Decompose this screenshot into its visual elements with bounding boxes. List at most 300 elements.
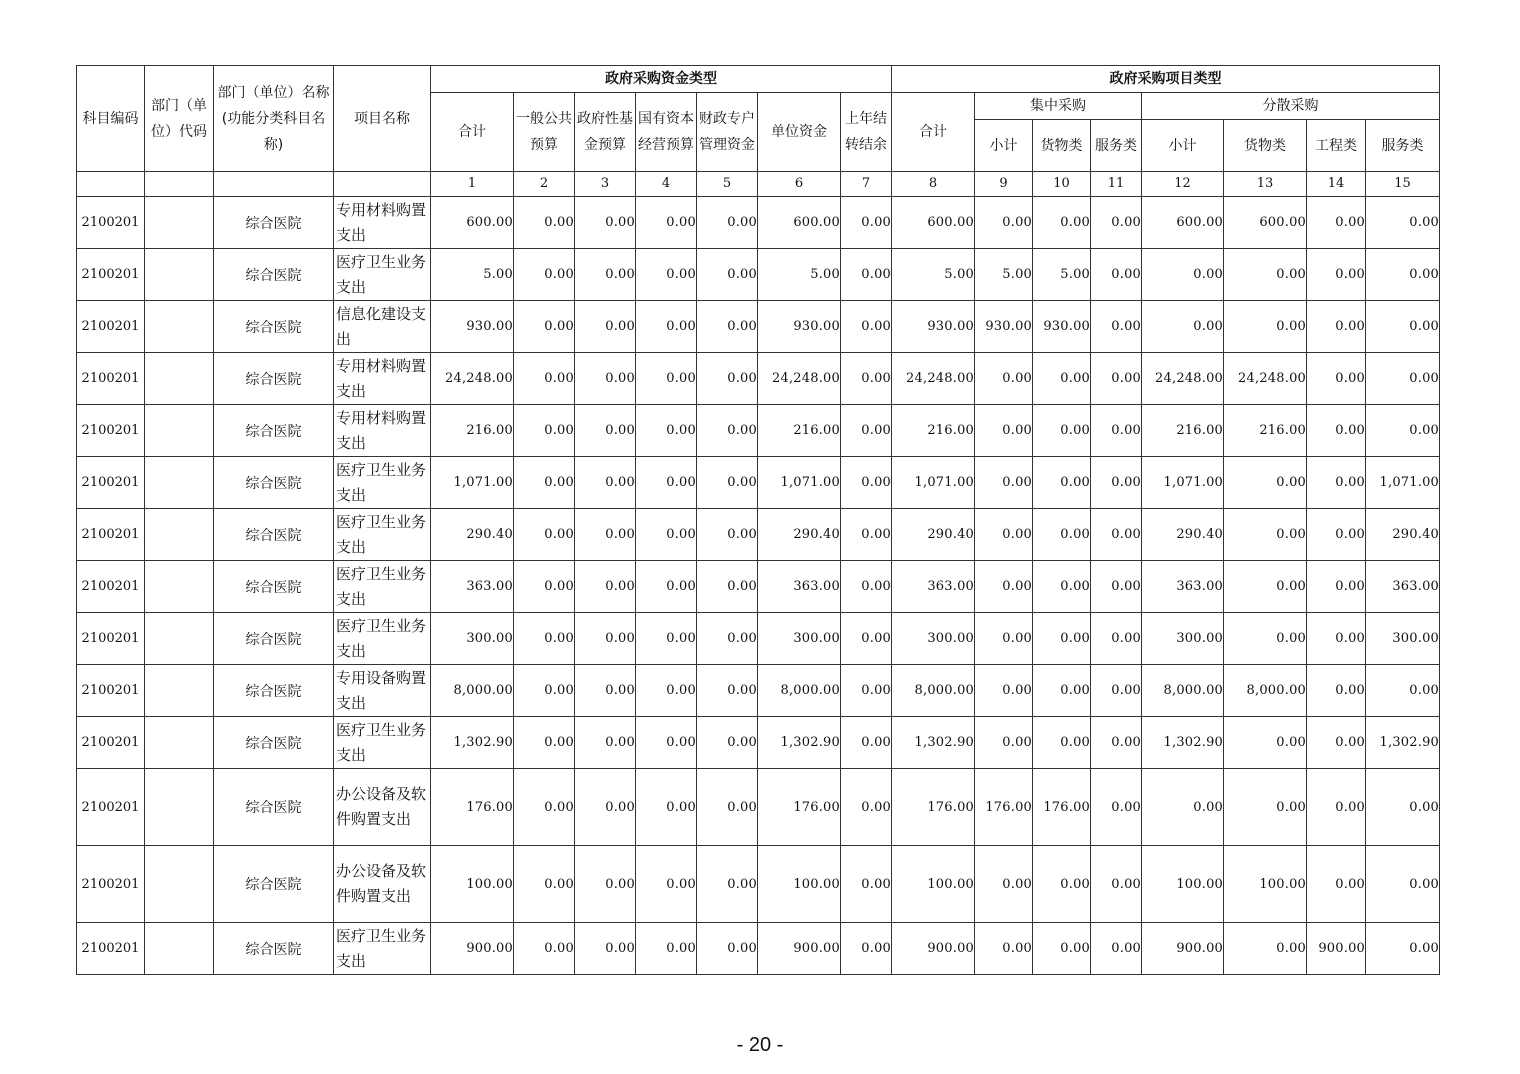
amount-cell: 290.40 — [431, 509, 514, 561]
amount-cell: 0.00 — [514, 561, 575, 613]
dept-name-cell: 综合医院 — [214, 846, 334, 923]
amount-cell: 0.00 — [1033, 353, 1091, 405]
subject-code-cell: 2100201 — [77, 665, 145, 717]
amount-cell: 0.00 — [1091, 509, 1142, 561]
amount-cell: 0.00 — [1307, 249, 1366, 301]
column-number: 7 — [841, 172, 892, 197]
amount-cell: 0.00 — [841, 249, 892, 301]
header-subject-code: 科目编码 — [77, 66, 145, 172]
header-central-goods: 货物类 — [1033, 120, 1091, 172]
amount-cell: 0.00 — [1033, 561, 1091, 613]
amount-cell: 0.00 — [1307, 613, 1366, 665]
amount-cell: 0.00 — [697, 769, 758, 846]
amount-cell: 0.00 — [1091, 457, 1142, 509]
project-name-cell: 专用材料购置支出 — [334, 353, 431, 405]
dept-code-cell — [145, 923, 214, 975]
amount-cell: 300.00 — [1366, 613, 1440, 665]
amount-cell: 0.00 — [575, 249, 636, 301]
header-dept-name: 部门（单位）名称(功能分类科目名称) — [214, 66, 334, 172]
subject-code-cell: 2100201 — [77, 405, 145, 457]
dept-name-cell: 综合医院 — [214, 457, 334, 509]
table-row — [77, 301, 1440, 353]
header-state-capital-budget: 国有资本经营预算 — [636, 93, 697, 172]
dept-name-cell: 综合医院 — [214, 249, 334, 301]
amount-cell: 1,071.00 — [1366, 457, 1440, 509]
amount-cell: 0.00 — [1033, 846, 1091, 923]
dept-code-cell — [145, 301, 214, 353]
amount-cell: 0.00 — [1142, 769, 1224, 846]
project-name-cell: 医疗卫生业务支出 — [334, 561, 431, 613]
dept-code-cell — [145, 846, 214, 923]
table-row — [77, 249, 1440, 301]
table-row — [77, 613, 1440, 665]
amount-cell: 1,071.00 — [431, 457, 514, 509]
project-name-cell: 专用材料购置支出 — [334, 197, 431, 249]
amount-cell: 600.00 — [892, 197, 975, 249]
amount-cell: 216.00 — [1224, 405, 1307, 457]
amount-cell: 0.00 — [1224, 509, 1307, 561]
amount-cell: 0.00 — [841, 301, 892, 353]
amount-cell: 0.00 — [975, 717, 1033, 769]
amount-cell: 0.00 — [636, 769, 697, 846]
procurement-table — [76, 65, 1440, 975]
amount-cell: 0.00 — [1366, 846, 1440, 923]
amount-cell: 176.00 — [975, 769, 1033, 846]
amount-cell: 0.00 — [1307, 846, 1366, 923]
amount-cell: 0.00 — [514, 353, 575, 405]
column-number: 1 — [431, 172, 514, 197]
subject-code-cell: 2100201 — [77, 846, 145, 923]
amount-cell: 0.00 — [1091, 301, 1142, 353]
dept-code-cell — [145, 457, 214, 509]
amount-cell: 0.00 — [636, 846, 697, 923]
header-total-2: 合计 — [892, 93, 975, 172]
amount-cell: 0.00 — [841, 353, 892, 405]
amount-cell: 100.00 — [1142, 846, 1224, 923]
amount-cell: 930.00 — [431, 301, 514, 353]
amount-cell: 0.00 — [975, 665, 1033, 717]
amount-cell: 0.00 — [636, 197, 697, 249]
amount-cell: 0.00 — [575, 353, 636, 405]
amount-cell: 5.00 — [975, 249, 1033, 301]
amount-cell: 0.00 — [636, 665, 697, 717]
amount-cell: 0.00 — [575, 769, 636, 846]
column-number: 14 — [1307, 172, 1366, 197]
amount-cell: 300.00 — [892, 613, 975, 665]
amount-cell: 0.00 — [1091, 353, 1142, 405]
header-scattered-service: 服务类 — [1366, 120, 1440, 172]
amount-cell: 930.00 — [1033, 301, 1091, 353]
amount-cell: 0.00 — [975, 509, 1033, 561]
amount-cell: 0.00 — [575, 561, 636, 613]
amount-cell: 0.00 — [975, 846, 1033, 923]
amount-cell: 0.00 — [1224, 561, 1307, 613]
amount-cell: 930.00 — [975, 301, 1033, 353]
table-row — [77, 717, 1440, 769]
amount-cell: 600.00 — [758, 197, 841, 249]
project-name-cell: 医疗卫生业务支出 — [334, 613, 431, 665]
table-row — [77, 457, 1440, 509]
amount-cell: 0.00 — [975, 561, 1033, 613]
amount-cell: 363.00 — [1366, 561, 1440, 613]
table-row — [77, 561, 1440, 613]
table-row — [77, 405, 1440, 457]
header-carryover: 上年结转结余 — [841, 93, 892, 172]
amount-cell: 0.00 — [1366, 769, 1440, 846]
amount-cell: 0.00 — [697, 197, 758, 249]
amount-cell: 0.00 — [575, 509, 636, 561]
amount-cell: 1,071.00 — [1142, 457, 1224, 509]
amount-cell: 0.00 — [975, 353, 1033, 405]
amount-cell: 900.00 — [892, 923, 975, 975]
amount-cell: 0.00 — [697, 846, 758, 923]
dept-code-cell — [145, 769, 214, 846]
amount-cell: 300.00 — [431, 613, 514, 665]
column-number: 6 — [758, 172, 841, 197]
project-name-cell: 专用设备购置支出 — [334, 665, 431, 717]
header-scattered-engineering: 工程类 — [1307, 120, 1366, 172]
amount-cell: 0.00 — [841, 197, 892, 249]
table-row — [77, 769, 1440, 846]
amount-cell: 100.00 — [1224, 846, 1307, 923]
subject-code-cell: 2100201 — [77, 301, 145, 353]
amount-cell: 0.00 — [636, 353, 697, 405]
dept-name-cell: 综合医院 — [214, 717, 334, 769]
amount-cell: 0.00 — [841, 769, 892, 846]
amount-cell: 0.00 — [1091, 197, 1142, 249]
blank-cell — [145, 172, 214, 197]
amount-cell: 930.00 — [892, 301, 975, 353]
column-number-row — [77, 172, 1440, 197]
amount-cell: 290.40 — [1142, 509, 1224, 561]
amount-cell: 216.00 — [1142, 405, 1224, 457]
dept-name-cell: 综合医院 — [214, 561, 334, 613]
amount-cell: 0.00 — [1224, 717, 1307, 769]
amount-cell: 24,248.00 — [892, 353, 975, 405]
amount-cell: 0.00 — [697, 249, 758, 301]
subject-code-cell: 2100201 — [77, 561, 145, 613]
amount-cell: 0.00 — [1366, 405, 1440, 457]
amount-cell: 0.00 — [1033, 717, 1091, 769]
amount-cell: 176.00 — [892, 769, 975, 846]
header-scattered-procurement: 分散采购 — [1142, 93, 1440, 120]
amount-cell: 0.00 — [841, 457, 892, 509]
dept-name-cell: 综合医院 — [214, 405, 334, 457]
amount-cell: 100.00 — [892, 846, 975, 923]
amount-cell: 0.00 — [575, 405, 636, 457]
column-number: 15 — [1366, 172, 1440, 197]
amount-cell: 0.00 — [1142, 301, 1224, 353]
amount-cell: 0.00 — [514, 717, 575, 769]
amount-cell: 0.00 — [1307, 509, 1366, 561]
amount-cell: 0.00 — [514, 846, 575, 923]
subject-code-cell: 2100201 — [77, 509, 145, 561]
amount-cell: 0.00 — [1307, 665, 1366, 717]
dept-code-cell — [145, 249, 214, 301]
amount-cell: 1,302.90 — [758, 717, 841, 769]
amount-cell: 0.00 — [841, 846, 892, 923]
amount-cell: 24,248.00 — [758, 353, 841, 405]
amount-cell: 24,248.00 — [1142, 353, 1224, 405]
dept-name-cell: 综合医院 — [214, 301, 334, 353]
subject-code-cell: 2100201 — [77, 457, 145, 509]
amount-cell: 300.00 — [1142, 613, 1224, 665]
column-number: 3 — [575, 172, 636, 197]
amount-cell: 5.00 — [431, 249, 514, 301]
amount-cell: 0.00 — [1307, 457, 1366, 509]
amount-cell: 0.00 — [1224, 249, 1307, 301]
amount-cell: 0.00 — [697, 665, 758, 717]
dept-name-cell: 综合医院 — [214, 665, 334, 717]
amount-cell: 900.00 — [431, 923, 514, 975]
amount-cell: 930.00 — [758, 301, 841, 353]
amount-cell: 0.00 — [1091, 846, 1142, 923]
amount-cell: 0.00 — [636, 301, 697, 353]
column-number: 12 — [1142, 172, 1224, 197]
amount-cell: 0.00 — [1033, 509, 1091, 561]
project-name-cell: 医疗卫生业务支出 — [334, 717, 431, 769]
amount-cell: 0.00 — [1091, 405, 1142, 457]
page-number: - 20 - — [736, 1034, 784, 1056]
amount-cell: 1,071.00 — [892, 457, 975, 509]
amount-cell: 0.00 — [1142, 249, 1224, 301]
amount-cell: 600.00 — [1224, 197, 1307, 249]
amount-cell: 8,000.00 — [1224, 665, 1307, 717]
header-dept-code: 部门（单位）代码 — [145, 66, 214, 172]
header-fund-type-group: 政府采购资金类型 — [431, 66, 892, 93]
table-row — [77, 846, 1440, 923]
amount-cell: 0.00 — [514, 301, 575, 353]
amount-cell: 5.00 — [892, 249, 975, 301]
column-number: 11 — [1091, 172, 1142, 197]
amount-cell: 0.00 — [1307, 561, 1366, 613]
amount-cell: 0.00 — [841, 509, 892, 561]
header-central-service: 服务类 — [1091, 120, 1142, 172]
table-row — [77, 353, 1440, 405]
amount-cell: 100.00 — [431, 846, 514, 923]
amount-cell: 0.00 — [514, 923, 575, 975]
amount-cell: 1,071.00 — [758, 457, 841, 509]
amount-cell: 8,000.00 — [758, 665, 841, 717]
amount-cell: 0.00 — [514, 613, 575, 665]
blank-cell — [214, 172, 334, 197]
header-fiscal-account-fund: 财政专户管理资金 — [697, 93, 758, 172]
amount-cell: 0.00 — [1366, 665, 1440, 717]
amount-cell: 300.00 — [758, 613, 841, 665]
header-central-subtotal: 小计 — [975, 120, 1033, 172]
amount-cell: 900.00 — [1142, 923, 1224, 975]
amount-cell: 216.00 — [758, 405, 841, 457]
amount-cell: 0.00 — [1366, 923, 1440, 975]
dept-name-cell: 综合医院 — [214, 509, 334, 561]
amount-cell: 0.00 — [697, 561, 758, 613]
amount-cell: 600.00 — [1142, 197, 1224, 249]
amount-cell: 0.00 — [1033, 613, 1091, 665]
amount-cell: 0.00 — [1307, 769, 1366, 846]
header-central-procurement: 集中采购 — [975, 93, 1142, 120]
table-row — [77, 665, 1440, 717]
amount-cell: 0.00 — [575, 717, 636, 769]
dept-code-cell — [145, 509, 214, 561]
amount-cell: 0.00 — [514, 769, 575, 846]
blank-cell — [77, 172, 145, 197]
amount-cell: 0.00 — [1091, 769, 1142, 846]
amount-cell: 0.00 — [975, 613, 1033, 665]
amount-cell: 0.00 — [1307, 353, 1366, 405]
amount-cell: 0.00 — [841, 923, 892, 975]
column-number: 10 — [1033, 172, 1091, 197]
subject-code-cell: 2100201 — [77, 197, 145, 249]
column-number: 8 — [892, 172, 975, 197]
dept-name-cell: 综合医院 — [214, 769, 334, 846]
amount-cell: 0.00 — [697, 717, 758, 769]
amount-cell: 0.00 — [841, 665, 892, 717]
amount-cell: 600.00 — [431, 197, 514, 249]
amount-cell: 0.00 — [1366, 301, 1440, 353]
amount-cell: 290.40 — [1366, 509, 1440, 561]
project-name-cell: 医疗卫生业务支出 — [334, 509, 431, 561]
amount-cell: 0.00 — [697, 301, 758, 353]
amount-cell: 0.00 — [1033, 457, 1091, 509]
project-name-cell: 医疗卫生业务支出 — [334, 249, 431, 301]
column-number: 5 — [697, 172, 758, 197]
subject-code-cell: 2100201 — [77, 613, 145, 665]
amount-cell: 176.00 — [758, 769, 841, 846]
header-scattered-subtotal: 小计 — [1142, 120, 1224, 172]
amount-cell: 216.00 — [892, 405, 975, 457]
amount-cell: 0.00 — [575, 613, 636, 665]
amount-cell: 0.00 — [575, 846, 636, 923]
project-name-cell: 信息化建设支出 — [334, 301, 431, 353]
amount-cell: 0.00 — [975, 923, 1033, 975]
amount-cell: 0.00 — [1033, 405, 1091, 457]
dept-code-cell — [145, 613, 214, 665]
amount-cell: 0.00 — [1033, 665, 1091, 717]
amount-cell: 0.00 — [1091, 923, 1142, 975]
amount-cell: 0.00 — [1224, 613, 1307, 665]
amount-cell: 0.00 — [575, 197, 636, 249]
dept-name-cell: 综合医院 — [214, 923, 334, 975]
column-number: 2 — [514, 172, 575, 197]
amount-cell: 0.00 — [697, 405, 758, 457]
blank-cell — [334, 172, 431, 197]
amount-cell: 0.00 — [1307, 197, 1366, 249]
dept-code-cell — [145, 405, 214, 457]
amount-cell: 0.00 — [697, 509, 758, 561]
amount-cell: 0.00 — [1091, 717, 1142, 769]
amount-cell: 5.00 — [1033, 249, 1091, 301]
amount-cell: 0.00 — [636, 249, 697, 301]
header-unit-fund: 单位资金 — [758, 93, 841, 172]
amount-cell: 24,248.00 — [1224, 353, 1307, 405]
amount-cell: 0.00 — [636, 405, 697, 457]
amount-cell: 8,000.00 — [1142, 665, 1224, 717]
project-name-cell: 医疗卫生业务支出 — [334, 923, 431, 975]
amount-cell: 0.00 — [841, 405, 892, 457]
subject-code-cell: 2100201 — [77, 353, 145, 405]
amount-cell: 0.00 — [697, 457, 758, 509]
column-number: 4 — [636, 172, 697, 197]
amount-cell: 176.00 — [431, 769, 514, 846]
amount-cell: 0.00 — [697, 613, 758, 665]
project-name-cell: 专用材料购置支出 — [334, 405, 431, 457]
amount-cell: 0.00 — [1033, 923, 1091, 975]
table-header — [77, 66, 1440, 197]
amount-cell: 0.00 — [575, 923, 636, 975]
amount-cell: 0.00 — [1224, 457, 1307, 509]
dept-code-cell — [145, 561, 214, 613]
column-number: 13 — [1224, 172, 1307, 197]
amount-cell: 0.00 — [514, 457, 575, 509]
amount-cell: 0.00 — [575, 457, 636, 509]
subject-code-cell: 2100201 — [77, 249, 145, 301]
dept-name-cell: 综合医院 — [214, 613, 334, 665]
amount-cell: 0.00 — [636, 923, 697, 975]
amount-cell: 0.00 — [975, 197, 1033, 249]
amount-cell: 900.00 — [1307, 923, 1366, 975]
amount-cell: 0.00 — [636, 613, 697, 665]
amount-cell: 0.00 — [1091, 665, 1142, 717]
amount-cell: 900.00 — [758, 923, 841, 975]
amount-cell: 0.00 — [697, 353, 758, 405]
subject-code-cell: 2100201 — [77, 923, 145, 975]
amount-cell: 0.00 — [1091, 613, 1142, 665]
header-project-name: 项目名称 — [334, 66, 431, 172]
amount-cell: 0.00 — [1091, 561, 1142, 613]
amount-cell: 0.00 — [1224, 301, 1307, 353]
amount-cell: 0.00 — [1091, 249, 1142, 301]
amount-cell: 363.00 — [758, 561, 841, 613]
dept-code-cell — [145, 665, 214, 717]
amount-cell: 0.00 — [1366, 197, 1440, 249]
amount-cell: 0.00 — [975, 405, 1033, 457]
amount-cell: 8,000.00 — [892, 665, 975, 717]
table-body — [77, 197, 1440, 975]
table-row — [77, 197, 1440, 249]
amount-cell: 363.00 — [1142, 561, 1224, 613]
amount-cell: 0.00 — [697, 923, 758, 975]
dept-code-cell — [145, 197, 214, 249]
amount-cell: 8,000.00 — [431, 665, 514, 717]
amount-cell: 0.00 — [975, 457, 1033, 509]
dept-name-cell: 综合医院 — [214, 353, 334, 405]
amount-cell: 24,248.00 — [431, 353, 514, 405]
amount-cell: 363.00 — [892, 561, 975, 613]
amount-cell: 0.00 — [841, 717, 892, 769]
table-row — [77, 923, 1440, 975]
header-item-type-group: 政府采购项目类型 — [892, 66, 1440, 93]
amount-cell: 290.40 — [892, 509, 975, 561]
amount-cell: 100.00 — [758, 846, 841, 923]
amount-cell: 0.00 — [636, 561, 697, 613]
header-total: 合计 — [431, 93, 514, 172]
header-scattered-goods: 货物类 — [1224, 120, 1307, 172]
subject-code-cell: 2100201 — [77, 717, 145, 769]
subject-code-cell: 2100201 — [77, 769, 145, 846]
amount-cell: 0.00 — [514, 249, 575, 301]
amount-cell: 0.00 — [514, 509, 575, 561]
amount-cell: 0.00 — [636, 509, 697, 561]
amount-cell: 0.00 — [636, 717, 697, 769]
dept-code-cell — [145, 353, 214, 405]
amount-cell: 1,302.90 — [892, 717, 975, 769]
amount-cell: 0.00 — [1366, 249, 1440, 301]
amount-cell: 0.00 — [841, 561, 892, 613]
amount-cell: 0.00 — [1224, 769, 1307, 846]
amount-cell: 0.00 — [636, 457, 697, 509]
amount-cell: 0.00 — [1307, 405, 1366, 457]
amount-cell: 1,302.90 — [431, 717, 514, 769]
